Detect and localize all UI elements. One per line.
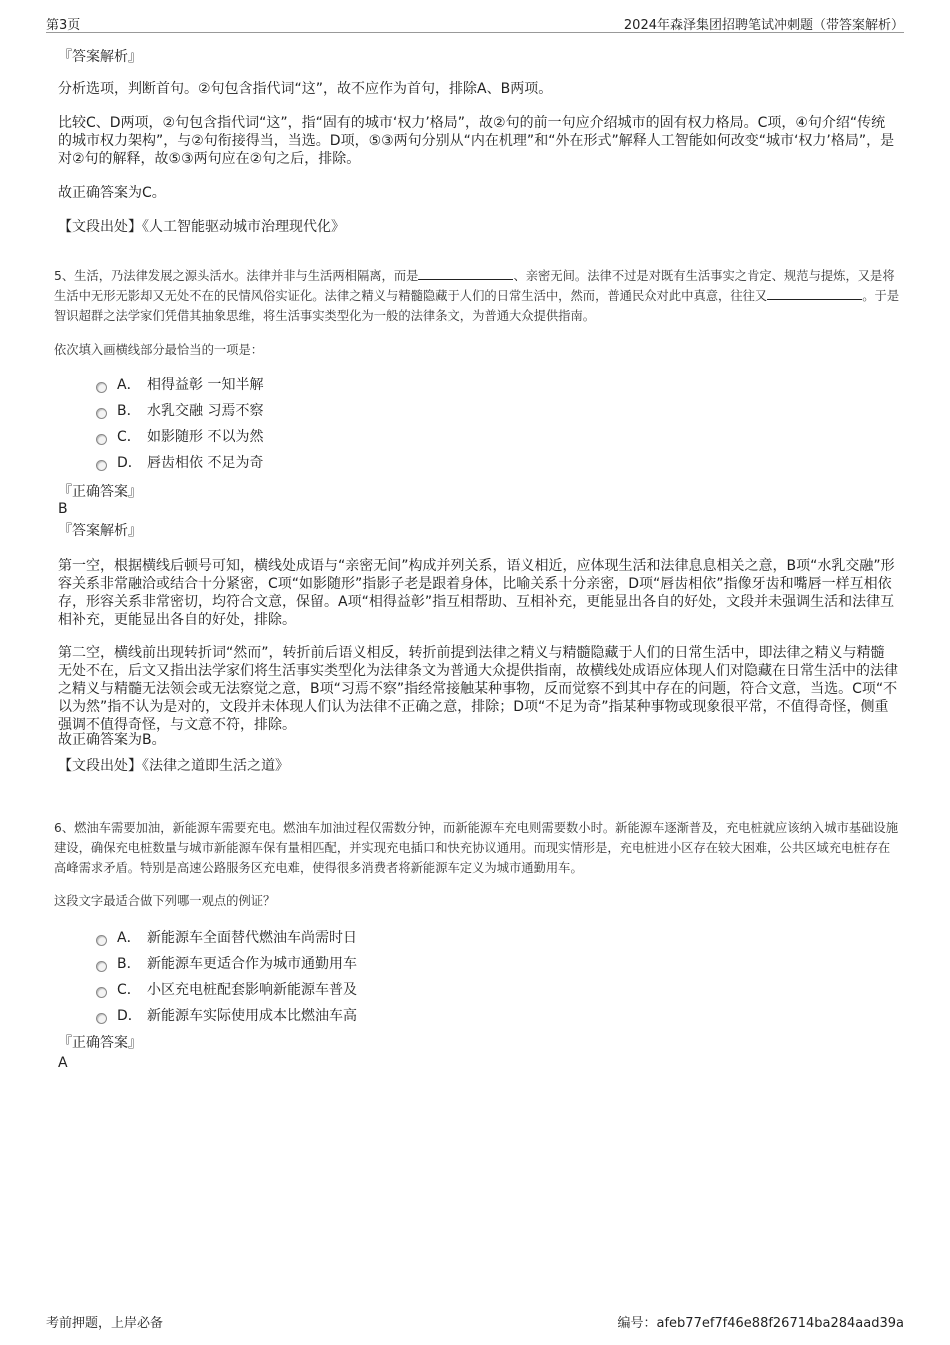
- option-text: 相得益彰 一知半解: [147, 377, 264, 393]
- document-id: 编号：afeb77ef7f46e88f26714ba284aad39a: [617, 1316, 904, 1331]
- option-key: B．: [117, 956, 141, 972]
- question-prompt: 这段文字最适合做下列哪一观点的例证？: [54, 894, 276, 908]
- analysis-paragraph: 比较C、D两项，②句包含指代词“这”，指“固有的城市‘权力’格局”，故②句的前一句应介绍城市的固有权力格局。C项，④句介绍“传统的城市权力架构”，与②句衔接得当，当选。D项，⑤③两句分别从“内在机理”和“外在形式”解释人工智能如何改变“城市‘权力’格局”，是对②句的解释，故⑤③两句应在②句之后，排除。: [58, 115, 895, 167]
- option-key: B．: [117, 403, 141, 419]
- analysis-paragraph: 第二空，横线前出现转折词“然而”，转折前后语义相反，转折前提到法律之精义与精髓隐藏于人们的日常生活中，即法律之精义与精髓无处不在，后文又指出法学家们将生活事实类型化为法律条文为普通大众提供指南，故横线处成语应体现人们对隐藏在日常生活中的法律之精义与精髓无法领会或无法察觉之意，B项“习焉不察”指经常接触某种事物，反而觉察不到其中存在的问题，符合文意，当选。C项“不以为然”指不认为是对的，文段并未体现人们认为法律不正确之意，排除；D项“不足为奇”指某种事物或现象很平常，不值得奇怪，侧重强调不值得奇怪，与文意不符，排除。: [58, 645, 898, 733]
- correct-answer-label: 『正确答案』: [58, 484, 142, 500]
- option-b[interactable]: [96, 955, 357, 973]
- question-5-text: [54, 266, 900, 326]
- analysis-label: 『答案解析』: [58, 49, 142, 65]
- question-text: 5、生活，乃法律发展之源头活水。法律并非与生活两相隔离，而是: [54, 269, 419, 283]
- blank-line: [767, 287, 862, 300]
- question-text: 。于是智识超群之法学家们凭借其抽象思维，将生活事实类型化为一般的法律条文，为普通大众提供指南。: [54, 289, 900, 323]
- option-text: 小区充电桩配套影响新能源车普及: [147, 982, 357, 998]
- radio-icon[interactable]: [96, 987, 107, 998]
- correct-answer-label: 『正确答案』: [58, 1035, 142, 1051]
- option-d[interactable]: [96, 454, 263, 472]
- radio-icon[interactable]: [96, 1013, 107, 1024]
- answer-conclusion: 故正确答案为B。: [58, 732, 166, 748]
- question-prompt: 依次填入画横线部分最恰当的一项是：: [54, 343, 264, 357]
- radio-icon[interactable]: [96, 434, 107, 445]
- answer-conclusion: 故正确答案为C。: [58, 185, 166, 201]
- option-a[interactable]: [96, 376, 263, 394]
- option-key: D．: [117, 455, 142, 471]
- correct-answer: B: [58, 501, 68, 517]
- option-text: 如影随形 不以为然: [147, 429, 264, 445]
- page-header: [46, 12, 904, 33]
- option-key: C．: [117, 982, 141, 998]
- option-b[interactable]: [96, 402, 263, 420]
- option-text: 水乳交融 习焉不察: [147, 403, 264, 419]
- page-footer: [46, 1312, 904, 1331]
- page-number: 第3页: [46, 18, 81, 33]
- option-key: C．: [117, 429, 141, 445]
- radio-icon[interactable]: [96, 382, 107, 393]
- question-6-text: 6、燃油车需要加油，新能源车需要充电。燃油车加油过程仅需数分钟，而新能源车充电则需要数小时。新能源车逐渐普及，充电桩就应该纳入城市基础设施建设，确保充电桩数量与城市新能源车保有量相匹配，并实现充电插口和快充协议通用。而现实情形是，充电桩进小区存在较大困难，公共区域充电桩存在高峰需求矛盾。特别是高速公路服务区充电难，使得很多消费者将新能源车定义为城市通勤用车。: [54, 821, 899, 875]
- option-text: 唇齿相依 不足为奇: [147, 455, 264, 471]
- option-text: 新能源车更适合作为城市通勤用车: [147, 956, 357, 972]
- option-key: A．: [117, 377, 141, 393]
- document-title: 2024年森泽集团招聘笔试冲刺题（带答案解析）: [623, 18, 904, 33]
- radio-icon[interactable]: [96, 408, 107, 419]
- question-text: 、亲密无间。法律不过是对既有生活事实之肯定、规范与提炼，又是将生活中无形无影却又无处不在的民情风俗实证化。法律之精义与精髓隐藏于人们的日常生活中，然而，普通民众对此中真意，往往又: [54, 269, 895, 303]
- analysis-paragraph: 第一空，根据横线后顿号可知，横线处成语与“亲密无间”构成并列关系，语义相近，应体现生活和法律息息相关之意，B项“水乳交融”形容关系非常融洽或结合十分紧密，C项“如影随形”指影子老是跟着身体，比喻关系十分亲密，D项“唇齿相依”指像牙齿和嘴唇一样互相依存，形容关系非常密切，均符合文意，保留。A项“相得益彰”指互相帮助、互相补充，更能显出各自的好处，文段并未强调生活和法律互相补充，更能显出各自的好处，排除。: [58, 558, 895, 628]
- source-citation: 【文段出处】《人工智能驱动城市治理现代化》: [58, 219, 345, 235]
- footer-slogan: 考前押题，上岸必备: [46, 1316, 164, 1331]
- analysis-paragraph: 分析选项，判断首句。②句包含指代词“这”，故不应作为首句，排除A、B两项。: [58, 81, 553, 97]
- option-a[interactable]: [96, 929, 357, 947]
- option-c[interactable]: [96, 428, 263, 446]
- option-text: 新能源车实际使用成本比燃油车高: [147, 1008, 357, 1024]
- radio-icon[interactable]: [96, 961, 107, 972]
- option-key: D．: [117, 1008, 142, 1024]
- radio-icon[interactable]: [96, 460, 107, 471]
- blank-line: [418, 267, 513, 280]
- radio-icon[interactable]: [96, 935, 107, 946]
- option-c[interactable]: [96, 981, 357, 999]
- option-d[interactable]: [96, 1007, 357, 1025]
- analysis-label: 『答案解析』: [58, 523, 142, 539]
- source-citation: 【文段出处】《法律之道即生活之道》: [58, 758, 289, 774]
- option-key: A．: [117, 930, 141, 946]
- option-text: 新能源车全面替代燃油车尚需时日: [147, 930, 357, 946]
- correct-answer: A: [58, 1055, 68, 1071]
